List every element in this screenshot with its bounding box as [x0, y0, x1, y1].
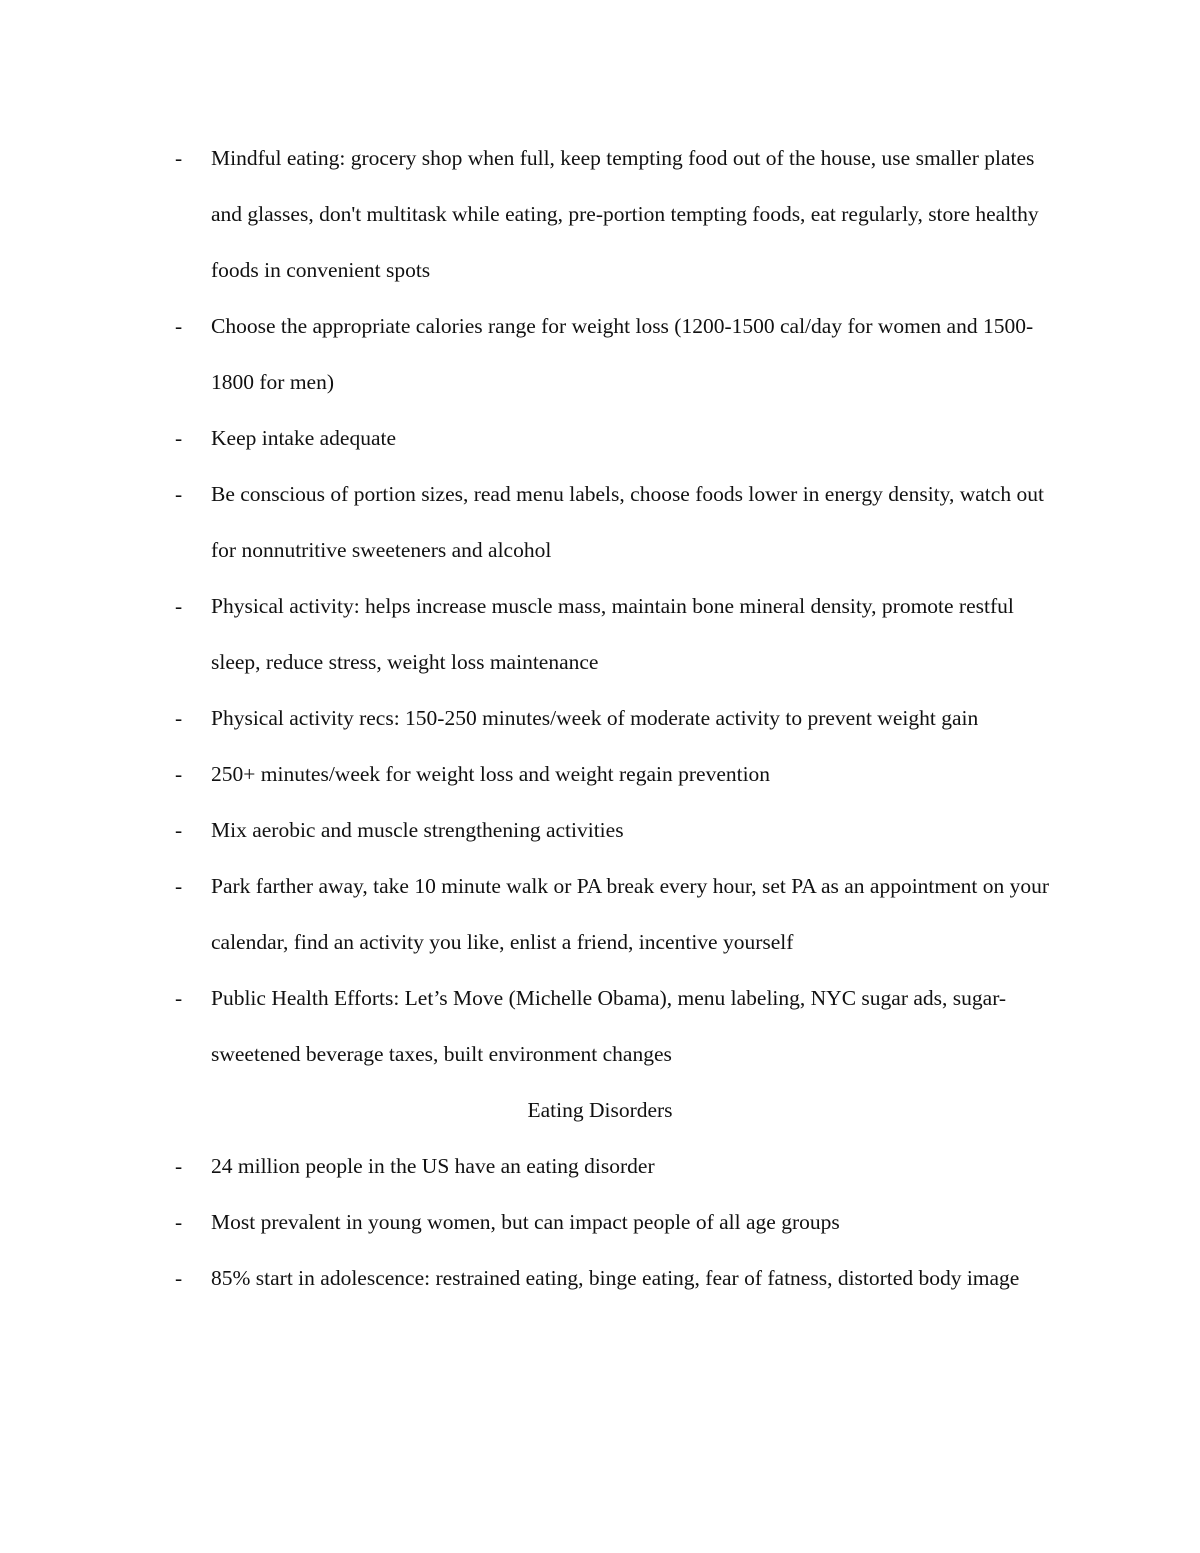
- bullet-dash: -: [175, 706, 183, 730]
- list-item-text: Physical activity: helps increase muscle mass, maintain bone mineral density, promote restful sleep, reduce stress, weight loss maintenance: [211, 594, 1014, 674]
- bullet-dash: -: [175, 1266, 183, 1290]
- list-item-text: Physical activity recs: 150-250 minutes/week of moderate activity to prevent weight gain: [211, 706, 979, 730]
- bullet-dash: -: [175, 762, 183, 786]
- section-heading: Eating Disorders: [527, 1098, 673, 1122]
- bullet-dash: -: [175, 594, 183, 618]
- bullet-dash: -: [175, 874, 183, 898]
- list-item-text: 85% start in adolescence: restrained eating, binge eating, fear of fatness, distorted body image: [211, 1266, 1020, 1290]
- list-item-text: Mix aerobic and muscle strengthening activities: [211, 818, 624, 842]
- list-item-text: 24 million people in the US have an eating disorder: [211, 1154, 655, 1178]
- list-item: [175, 578, 1060, 690]
- list-item: [175, 746, 1060, 802]
- list-item: [175, 466, 1060, 578]
- list-item-text: Keep intake adequate: [211, 426, 397, 450]
- list-item: [175, 970, 1060, 1082]
- list-item: [175, 410, 1060, 466]
- bullet-dash: -: [175, 818, 183, 842]
- list-item-text: Be conscious of portion sizes, read menu labels, choose foods lower in energy density, watch out for nonnutritive sweeteners and alcohol: [211, 482, 1044, 562]
- bullet-dash: -: [175, 482, 183, 506]
- list-item: [175, 298, 1060, 410]
- list-item: [175, 130, 1060, 298]
- bullet-dash: -: [175, 1210, 183, 1234]
- list-item: [175, 858, 1060, 970]
- list-item-text: Mindful eating: grocery shop when full, keep tempting food out of the house, use smaller plates and glasses, don't multitask while eating, pre-portion tempting foods, eat regularly, store healthy foods in convenient spots: [211, 146, 1039, 282]
- bullet-dash: -: [175, 314, 183, 338]
- list-item: [175, 1138, 1060, 1194]
- list-item: [175, 802, 1060, 858]
- eating-disorders-list: [175, 1138, 1060, 1306]
- list-item: [175, 690, 1060, 746]
- list-item-text: Public Health Efforts: Let’s Move (Michelle Obama), menu labeling, NYC sugar ads, sugar-sweetened beverage taxes, built environment changes: [211, 986, 1007, 1066]
- list-item-text: Park farther away, take 10 minute walk or PA break every hour, set PA as an appointment on your calendar, find an activity you like, enlist a friend, incentive yourself: [211, 874, 1050, 954]
- bullet-dash: -: [175, 1154, 183, 1178]
- bullet-dash: -: [175, 426, 183, 450]
- list-item: [175, 1250, 1060, 1306]
- list-item: [175, 1194, 1060, 1250]
- weight-management-list: [175, 130, 1060, 1082]
- bullet-dash: -: [175, 146, 183, 170]
- list-item-text: Choose the appropriate calories range for weight loss (1200-1500 cal/day for women and 1500-1800 for men): [211, 314, 1034, 394]
- list-item-text: 250+ minutes/week for weight loss and weight regain prevention: [211, 762, 771, 786]
- list-item-text: Most prevalent in young women, but can impact people of all age groups: [211, 1210, 840, 1234]
- bullet-dash: -: [175, 986, 183, 1010]
- document-body: [175, 130, 1060, 1306]
